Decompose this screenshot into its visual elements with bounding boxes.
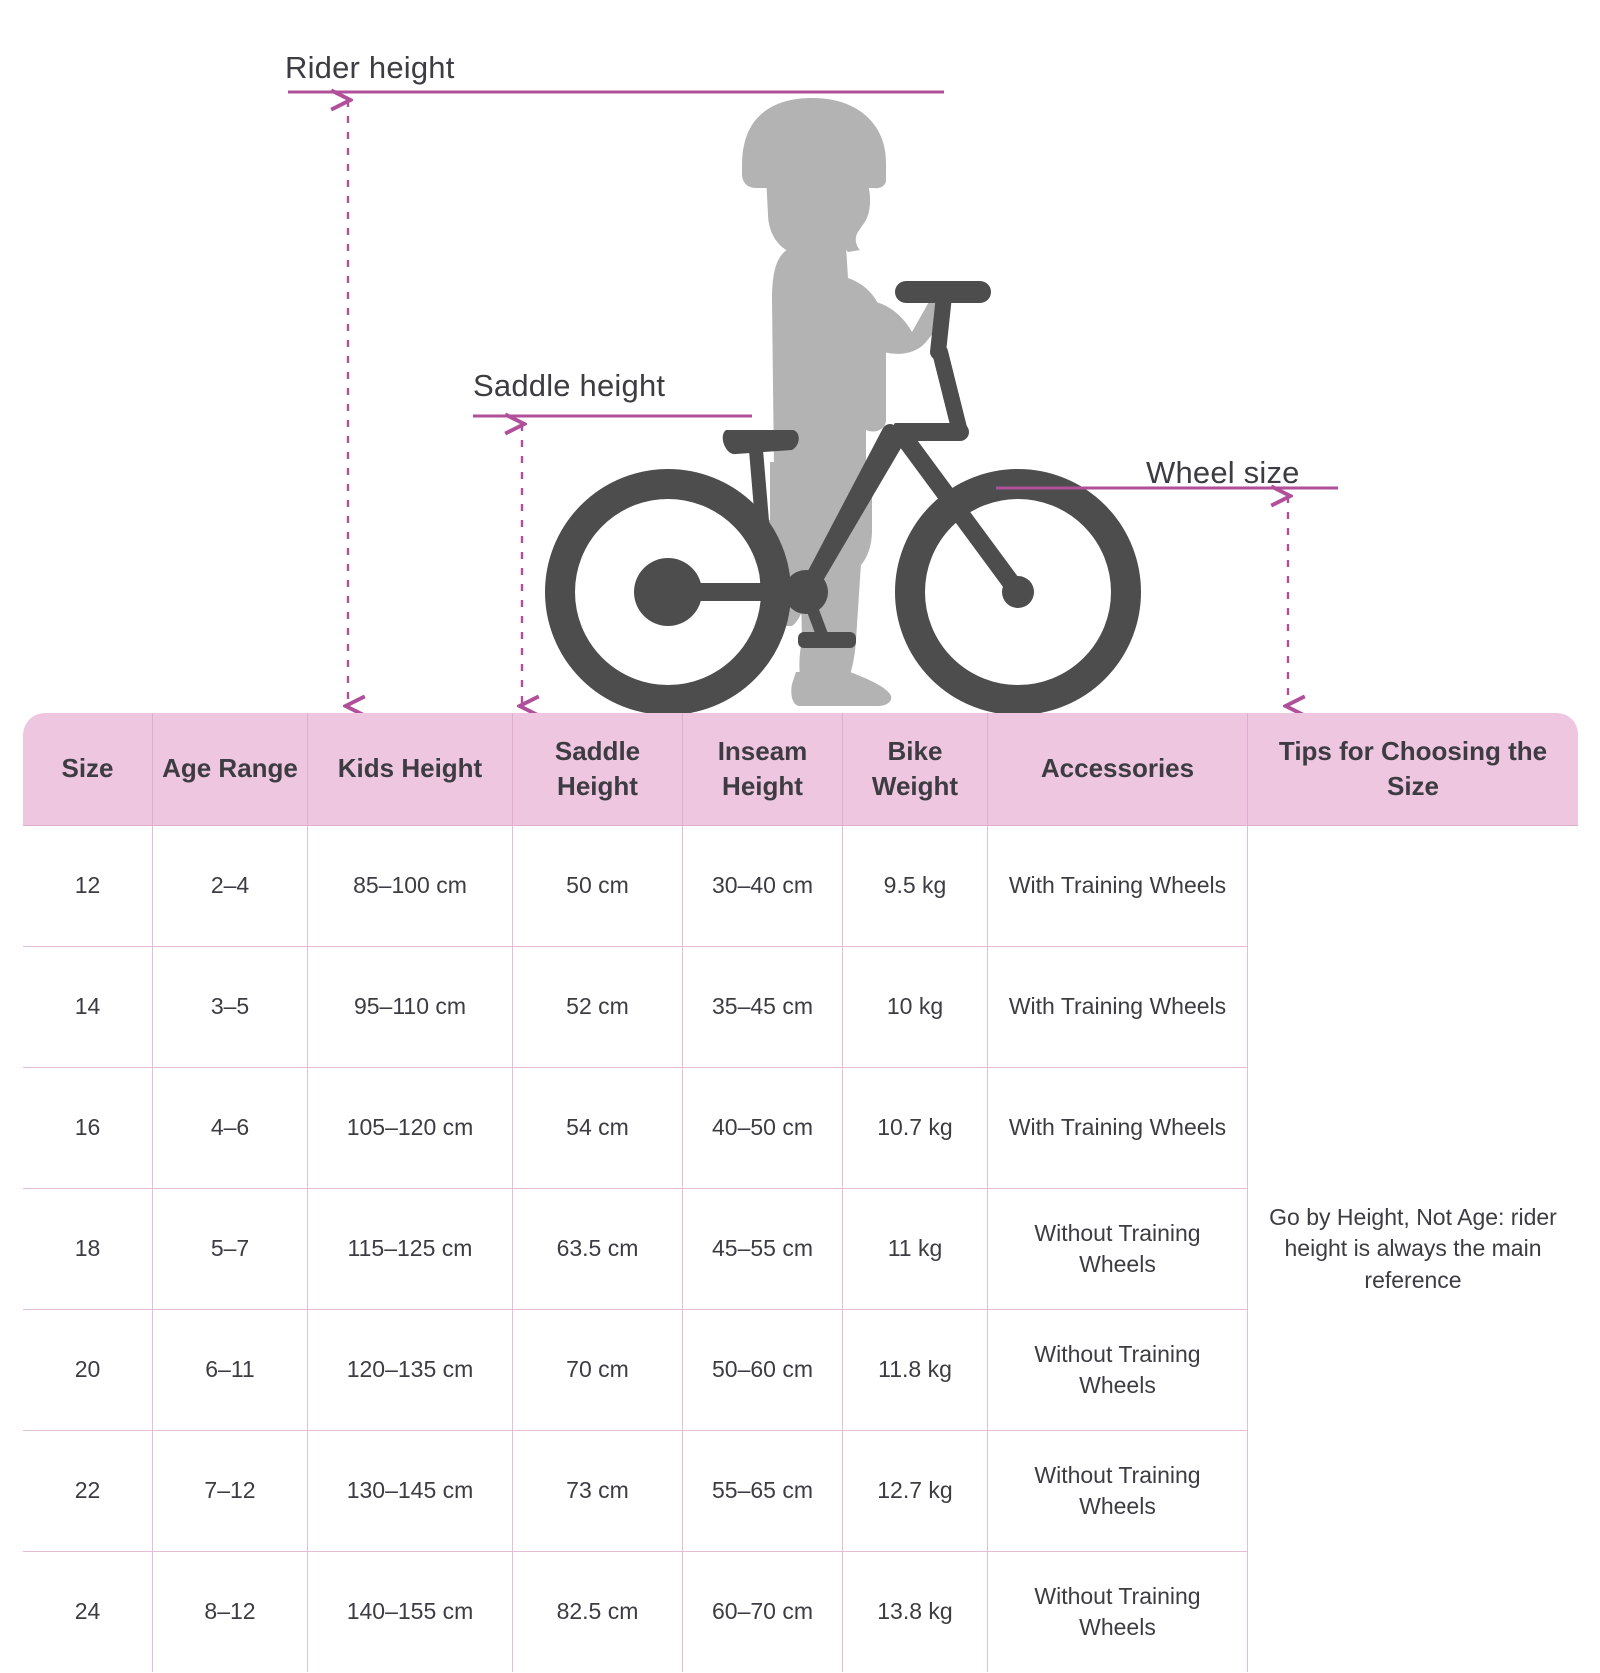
table-header — [23, 713, 1579, 826]
cell-inseam-height: 30–40 cm — [683, 826, 843, 947]
cell-kids-height: 120–135 cm — [308, 1310, 513, 1431]
cell-bike-weight: 10.7 kg — [843, 1068, 988, 1189]
column-header-tips: Tips for Choosing the Size — [1248, 713, 1579, 826]
size-chart-table — [22, 712, 1579, 1673]
cell-bike-weight: 11.8 kg — [843, 1310, 988, 1431]
cell-age-range: 7–12 — [153, 1431, 308, 1552]
cell-tips: Go by Height, Not Age: rider height is always the main reference — [1248, 826, 1579, 1673]
cell-age-range: 3–5 — [153, 947, 308, 1068]
cell-accessories: Without Training Wheels — [988, 1310, 1248, 1431]
cell-bike-weight: 11 kg — [843, 1189, 988, 1310]
cell-size: 16 — [23, 1068, 153, 1189]
wheel-size-label: Wheel size — [1146, 455, 1300, 490]
cell-kids-height: 105–120 cm — [308, 1068, 513, 1189]
column-header-bike-weight: Bike Weight — [843, 713, 988, 826]
cell-size: 14 — [23, 947, 153, 1068]
bike-size-illustration — [0, 0, 1600, 720]
cell-kids-height: 115–125 cm — [308, 1189, 513, 1310]
cell-inseam-height: 35–45 cm — [683, 947, 843, 1068]
cell-inseam-height: 55–65 cm — [683, 1431, 843, 1552]
cell-age-range: 4–6 — [153, 1068, 308, 1189]
cell-accessories: Without Training Wheels — [988, 1189, 1248, 1310]
wheel-size-dimension — [996, 488, 1338, 706]
cell-size: 22 — [23, 1431, 153, 1552]
cell-saddle-height: 73 cm — [513, 1431, 683, 1552]
column-header-age-range: Age Range — [153, 713, 308, 826]
cell-bike-weight: 10 kg — [843, 947, 988, 1068]
cell-bike-weight: 12.7 kg — [843, 1431, 988, 1552]
cell-inseam-height: 45–55 cm — [683, 1189, 843, 1310]
cell-saddle-height: 63.5 cm — [513, 1189, 683, 1310]
column-header-kids-height: Kids Height — [308, 713, 513, 826]
cell-accessories: With Training Wheels — [988, 947, 1248, 1068]
cell-kids-height: 85–100 cm — [308, 826, 513, 947]
size-chart-table-wrapper — [22, 712, 1578, 1673]
cell-kids-height: 130–145 cm — [308, 1431, 513, 1552]
cell-size: 12 — [23, 826, 153, 947]
cell-age-range: 8–12 — [153, 1552, 308, 1673]
cell-size: 20 — [23, 1310, 153, 1431]
cell-size: 24 — [23, 1552, 153, 1673]
cell-inseam-height: 60–70 cm — [683, 1552, 843, 1673]
column-header-saddle-height: Saddle Height — [513, 713, 683, 826]
cell-accessories: Without Training Wheels — [988, 1552, 1248, 1673]
column-header-accessories: Accessories — [988, 713, 1248, 826]
cell-kids-height: 140–155 cm — [308, 1552, 513, 1673]
cell-saddle-height: 50 cm — [513, 826, 683, 947]
cell-accessories: With Training Wheels — [988, 1068, 1248, 1189]
cell-bike-weight: 9.5 kg — [843, 826, 988, 947]
cell-saddle-height: 70 cm — [513, 1310, 683, 1431]
rider-height-label: Rider height — [285, 50, 455, 85]
column-header-inseam-height: Inseam Height — [683, 713, 843, 826]
cell-size: 18 — [23, 1189, 153, 1310]
cell-inseam-height: 50–60 cm — [683, 1310, 843, 1431]
saddle-height-label: Saddle height — [473, 368, 666, 403]
cell-bike-weight: 13.8 kg — [843, 1552, 988, 1673]
cell-age-range: 2–4 — [153, 826, 308, 947]
table-header-row — [23, 713, 1579, 826]
cell-saddle-height: 52 cm — [513, 947, 683, 1068]
column-header-size: Size — [23, 713, 153, 826]
cell-inseam-height: 40–50 cm — [683, 1068, 843, 1189]
cell-accessories: With Training Wheels — [988, 826, 1248, 947]
cell-accessories: Without Training Wheels — [988, 1431, 1248, 1552]
illustration-svg — [0, 0, 1600, 720]
table-body — [23, 826, 1579, 1673]
cell-saddle-height: 54 cm — [513, 1068, 683, 1189]
cell-age-range: 6–11 — [153, 1310, 308, 1431]
cell-age-range: 5–7 — [153, 1189, 308, 1310]
cell-kids-height: 95–110 cm — [308, 947, 513, 1068]
table-row — [23, 826, 1579, 947]
saddle-height-dimension — [473, 416, 752, 706]
cell-saddle-height: 82.5 cm — [513, 1552, 683, 1673]
